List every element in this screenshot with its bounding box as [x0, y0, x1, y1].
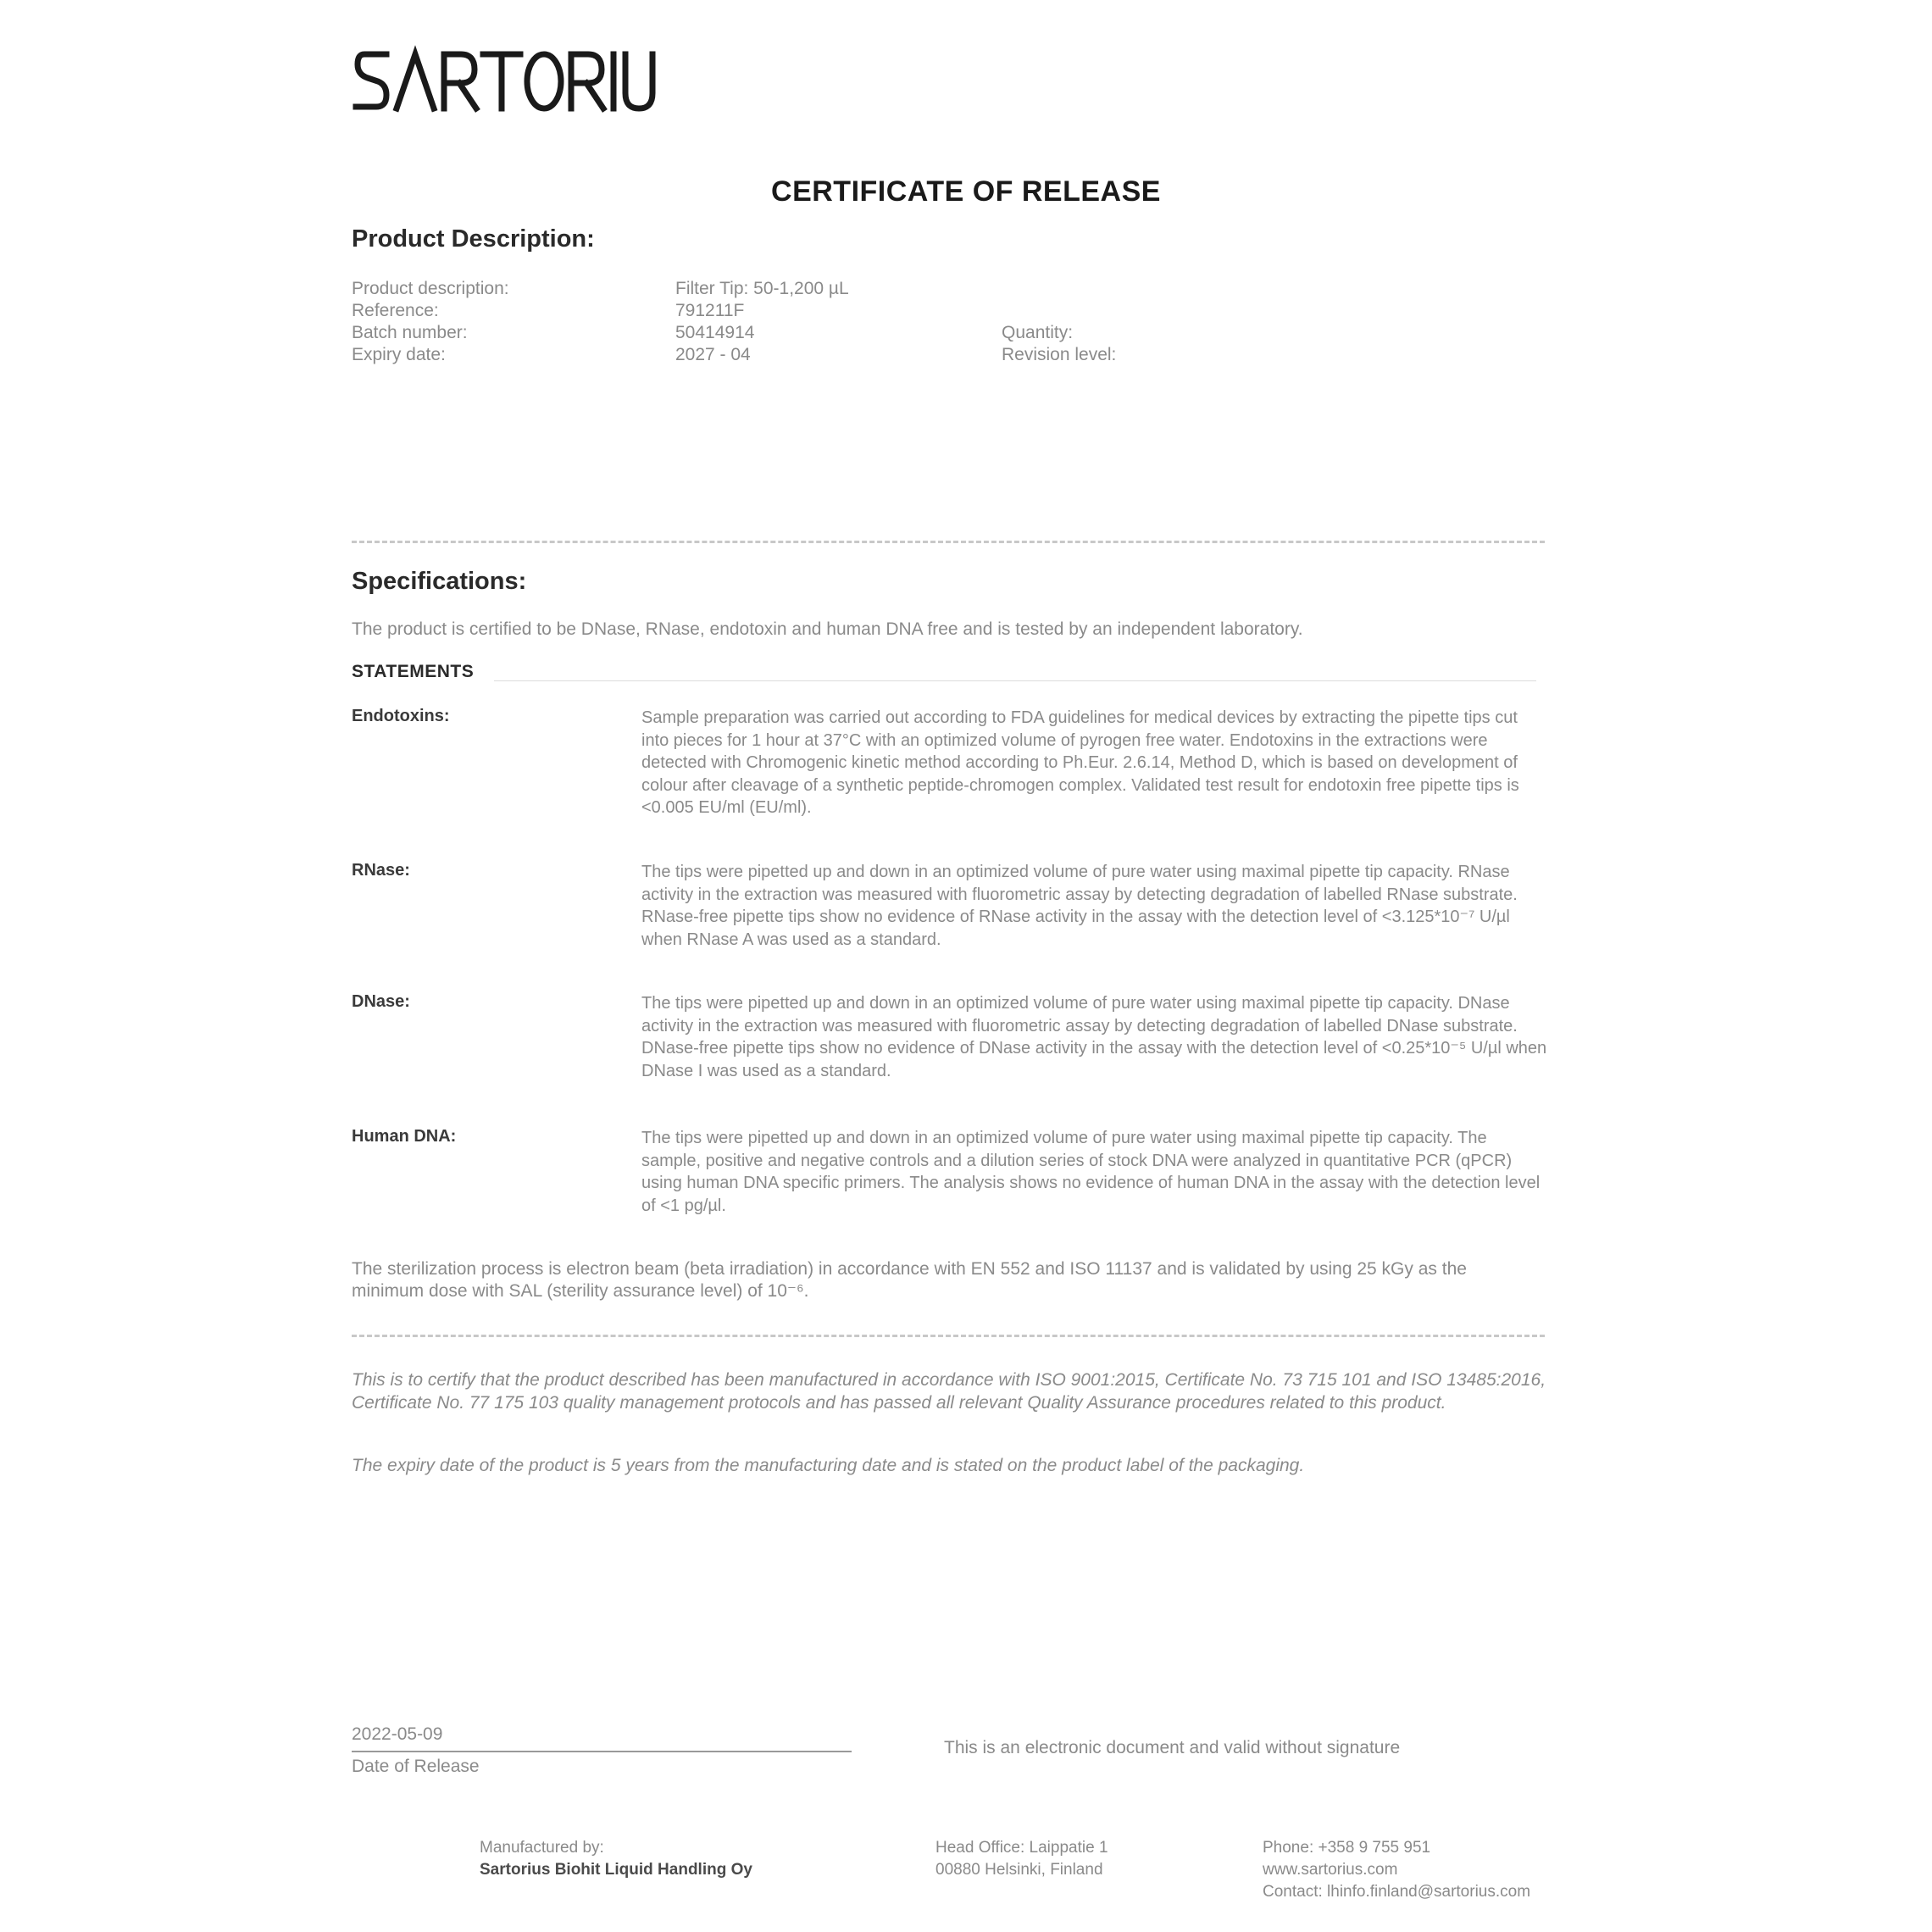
rnase-text: The tips were pipetted up and down in an optimized volume of pure water using maximal pipette tip capacity. RNase activity in the extraction was measured with fluorometric assay by detecting degradation of labelled RNase substrate. RNase-free pipette tips show no evidence of RNase activity in the assay with the detection level of <3.125*10⁻⁷ U/µl when RNase A was used as a standard. [641, 863, 1518, 949]
product-description-heading: Product Description: [352, 225, 595, 253]
certification-paragraph: This is to certify that the product described has been manufactured in accordance with ISO 9001:2015, Certificate No. 73 715 101 and ISO 13485:2016, Certificate No. 77 175 103 quality management protocols and has passed all relevant Quality Assurance procedures related to this product. [352, 1370, 1546, 1413]
divider [352, 541, 1545, 543]
footer-contact [1263, 1837, 1530, 1903]
product-labels [352, 278, 509, 366]
release-date-label: Date of Release [352, 1757, 480, 1776]
product-description-value: Filter Tip: 50-1,200 µL [675, 279, 849, 298]
batch-number-value: 50414914 [675, 323, 755, 342]
statements-rule [494, 680, 1536, 681]
website-link[interactable]: www.sartorius.com [1263, 1861, 1398, 1879]
office-address-line1: Head Office: Laippatie 1 [935, 1839, 1108, 1857]
specifications-heading: Specifications: [352, 568, 527, 595]
manufacturer-label: Manufactured by: [480, 1839, 604, 1857]
revision-level-label: Revision level: [1002, 345, 1117, 364]
batch-number-label: Batch number: [352, 323, 468, 342]
rnase-label: RNase: [352, 861, 410, 880]
expiry-date-value: 2027 - 04 [675, 345, 751, 364]
sterilization-text: The sterilization process is electron beam (beta irradiation) in accordance with EN 552 and ISO 11137 and is validated by using 25 kGy as the minimum dose with SAL (sterility assurance level) of 10⁻⁶. [352, 1259, 1467, 1301]
product-right-labels [1002, 322, 1116, 366]
dnase-label: DNase: [352, 992, 410, 1011]
signature-line [352, 1751, 852, 1752]
endotoxins-label: Endotoxins: [352, 707, 450, 725]
reference-value: 791211F [675, 301, 745, 320]
specifications-intro: The product is certified to be DNase, RNase, endotoxin and human DNA free and is tested by an independent laboratory. [352, 619, 1303, 639]
electronic-document-note: This is an electronic document and valid without signature [944, 1738, 1401, 1757]
footer-office [935, 1837, 1108, 1881]
dnase-text: The tips were pipetted up and down in an optimized volume of pure water using maximal pipette tip capacity. DNase activity in the extraction was measured with fluorometric assay by detecting degradation of labelled DNase substrate. DNase-free pipette tips show no evidence of DNase activity in the assay with the detection level of <0.25*10⁻⁵ U/µl when DNase I was used as a standard. [641, 994, 1547, 1080]
product-description-label: Product description: [352, 279, 509, 298]
expiry-statement: The expiry date of the product is 5 years from the manufacturing date and is stated on the product label of the packaging. [352, 1456, 1305, 1475]
phone-number: Phone: +358 9 755 951 [1263, 1839, 1431, 1857]
human-dna-text: The tips were pipetted up and down in an optimized volume of pure water using maximal pipette tip capacity. The sample, positive and negative controls and a dilution series of stock DNA were analyzed in quantitative PCR (qPCR) using human DNA specific primers. The analysis shows no evidence of human DNA in the assay with the detection level of <1 pg/µl. [641, 1129, 1541, 1215]
statements-heading: STATEMENTS [352, 662, 475, 681]
manufacturer-name: Sartorius Biohit Liquid Handling Oy [480, 1861, 752, 1879]
sartorius-logo [353, 44, 666, 120]
office-address-line2: 00880 Helsinki, Finland [935, 1861, 1103, 1879]
contact-email[interactable]: Contact: lhinfo.finland@sartorius.com [1263, 1883, 1531, 1901]
divider [352, 1335, 1545, 1337]
footer-manufacturer [480, 1837, 752, 1881]
reference-label: Reference: [352, 301, 439, 320]
product-values [675, 278, 849, 366]
expiry-date-label: Expiry date: [352, 345, 446, 364]
human-dna-label: Human DNA: [352, 1127, 457, 1146]
endotoxins-text: Sample preparation was carried out according to FDA guidelines for medical devices by extracting the pipette tips cut into pieces for 1 hour at 37°C with an optimized volume of pyrogen free water. Endotoxins in the extractions were detected with Chromogenic kinetic method according to Ph.Eur. 2.6.14, Method D, which is based on development of colour after cleavage of a synthetic peptide-chromogen complex. Validated test result for endotoxin free pipette tips is <0.005 EU/ml (EU/ml). [641, 708, 1519, 817]
release-date: 2022-05-09 [352, 1724, 443, 1744]
page-title: CERTIFICATE OF RELEASE [771, 175, 1161, 208]
quantity-label: Quantity: [1002, 323, 1074, 342]
